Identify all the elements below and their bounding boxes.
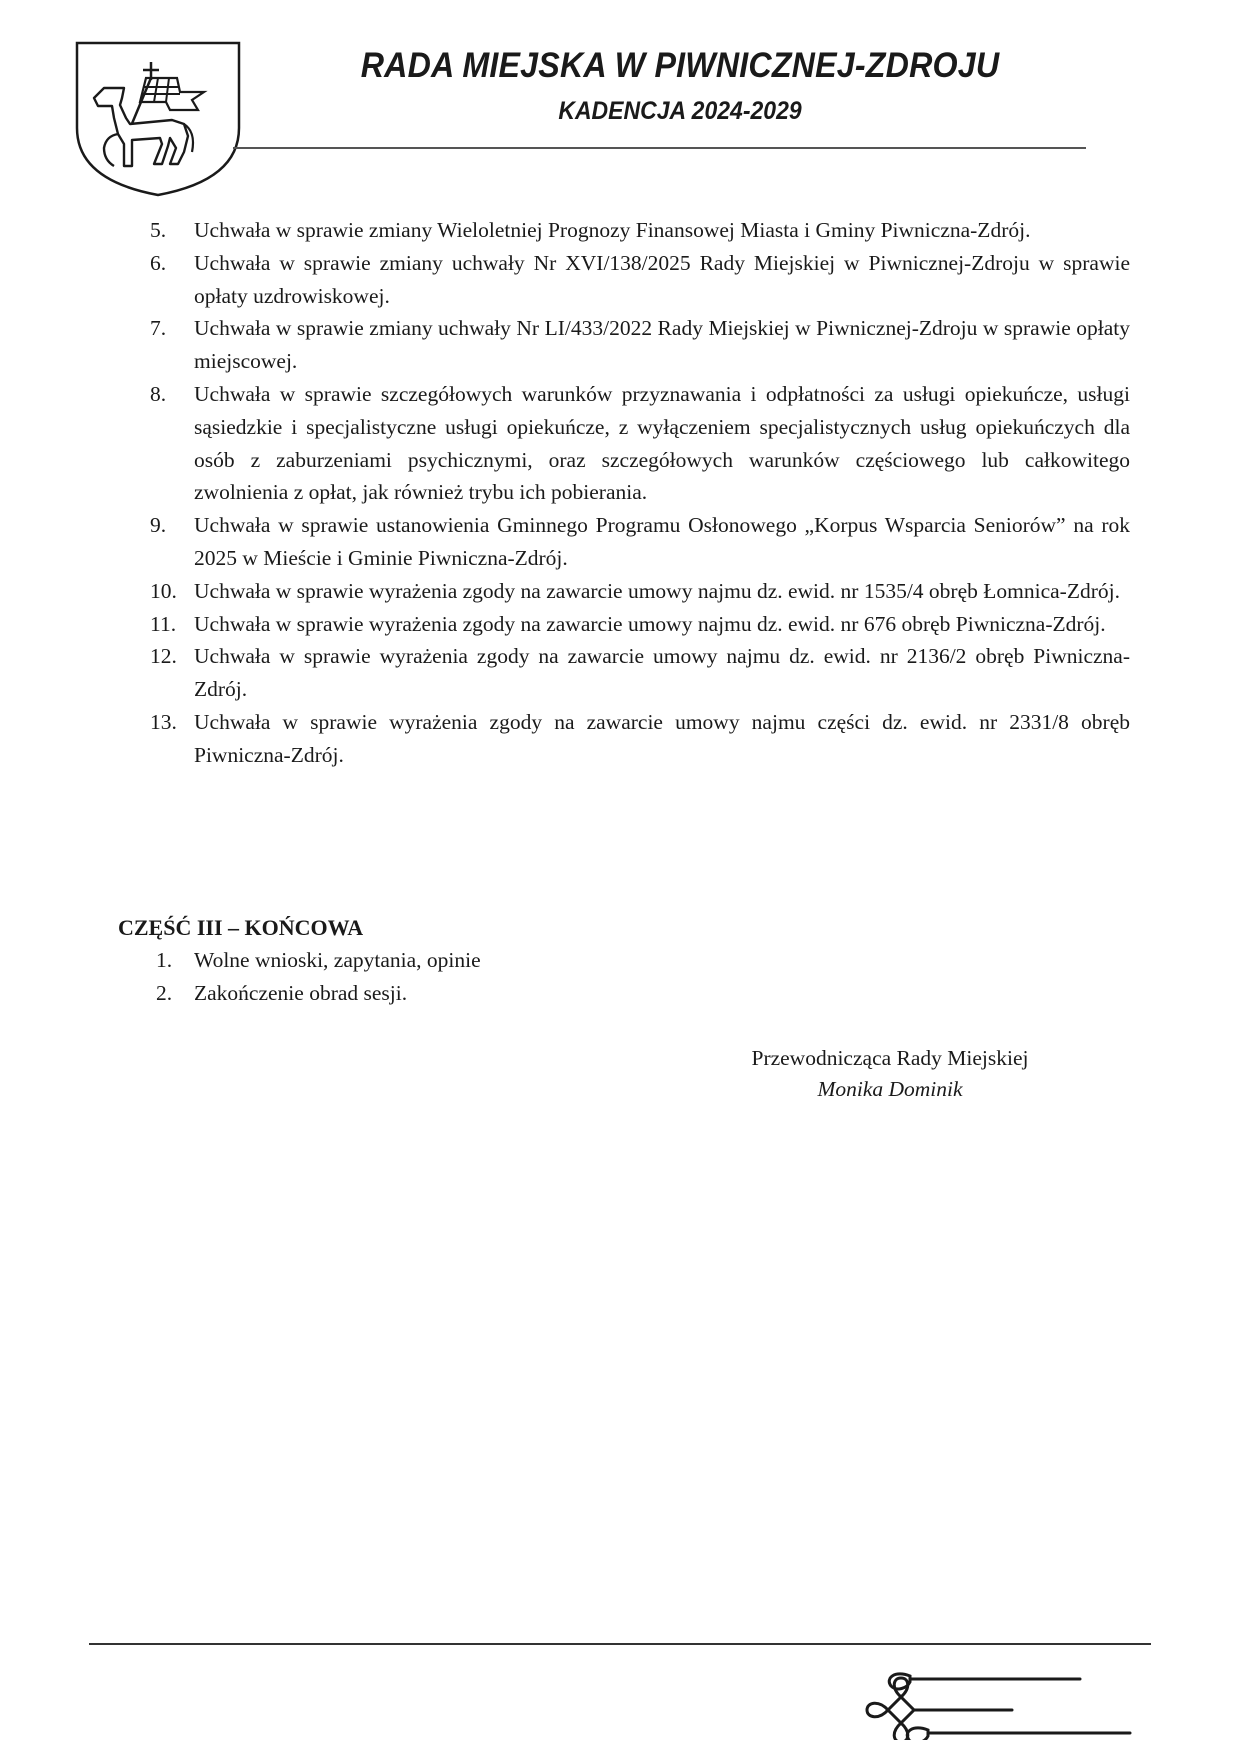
closing-item-text: Zakończenie obrad sesji. [194,980,408,1005]
agenda-item [150,575,1130,608]
term-subtitle: KADENCJA 2024-2029 [558,97,802,125]
closing-item-number: 1. [156,948,173,972]
signature-block [700,1043,1080,1105]
agenda-item-text: Uchwała w sprawie zmiany uchwały Nr LI/433/2022 Rady Miejskiej w Piwnicznej-Zdroju w sprawie opłaty miejscowej. [194,316,1130,374]
footer-divider [89,1643,1151,1645]
agenda-item-number: 8. [150,381,167,406]
agenda-item-text: Uchwała w sprawie wyrażenia zgody na zawarcie umowy najmu dz. ewid. nr 676 obręb Piwniczna-Zdrój. [194,611,1106,636]
agenda-item-text: Uchwała w sprawie szczegółowych warunków przyznawania i odpłatności za usługi opiekuńcze, usługi sąsiedzkie i specjalistyczne usługi opiekuńcze, z wyłączeniem specjalistycznych usług opiekuńczych dla osób z zaburzeniami psychicznymi, oraz szczegółowych warunków częściowego lub całkowitego zwolnienia z opłat, jak również trybu ich pobierania. [194,381,1130,505]
agenda-item-text: Uchwała w sprawie ustanowienia Gminnego Programu Osłonowego „Korpus Wsparcia Seniorów” na rok 2025 w Mieście i Gminie Piwniczna-Zdrój. [194,513,1130,570]
agenda-item-text: Uchwała w sprawie zmiany Wieloletniej Prognozy Finansowej Miasta i Gminy Piwniczna-Zdrój. [194,218,1031,242]
agenda-item [150,214,1130,247]
agenda-item-text: Uchwała w sprawie wyrażenia zgody na zawarcie umowy najmu części dz. ewid. nr 2331/8 obręb Piwniczna-Zdrój. [194,709,1130,767]
closing-list [150,944,481,1009]
closing-item [150,944,481,977]
section-heading: CZĘŚĆ III – KOŃCOWA [118,915,364,940]
agenda-list [150,214,1130,772]
agenda-item [150,706,1130,772]
coat-of-arms-icon [74,40,244,198]
agenda-item-number: 6. [150,250,167,275]
signature-role: Przewodnicząca Rady Miejskiej [751,1046,1029,1070]
agenda-item-text: Uchwała w sprawie zmiany uchwały Nr XVI/138/2025 Rady Miejskiej w Piwnicznej-Zdroju w sprawie opłaty uzdrowiskowej. [194,250,1130,308]
council-title: RADA MIEJSKA W PIWNICZNEJ-ZDROJU [360,46,1000,85]
agenda-item-number: 11. [150,611,177,636]
agenda-item-text: Uchwała w sprawie wyrażenia zgody na zawarcie umowy najmu dz. ewid. nr 2136/2 obręb Piwniczna-Zdrój. [194,644,1130,702]
agenda-item-text: Uchwała w sprawie wyrażenia zgody na zawarcie umowy najmu dz. ewid. nr 1535/4 obręb Łomnica-Zdrój. [194,578,1120,603]
agenda-item-number: 10. [150,578,177,603]
agenda-item [150,378,1130,509]
agenda-item-number: 5. [150,218,167,242]
closing-item [150,977,481,1010]
agenda-item [150,640,1130,706]
decorative-knot-icon [855,1660,1155,1740]
agenda-item [150,247,1130,313]
closing-item-number: 2. [156,980,173,1005]
agenda-item-number: 12. [150,644,177,669]
agenda-item-number: 7. [150,316,167,341]
agenda-item [150,608,1130,641]
closing-item-text: Wolne wnioski, zapytania, opinie [194,948,481,972]
signature-name: Monika Dominik [817,1077,963,1101]
header-divider [233,147,1086,149]
agenda-item-number: 9. [150,513,167,538]
agenda-item [150,312,1130,378]
agenda-item [150,509,1130,575]
agenda-item-number: 13. [150,709,177,734]
